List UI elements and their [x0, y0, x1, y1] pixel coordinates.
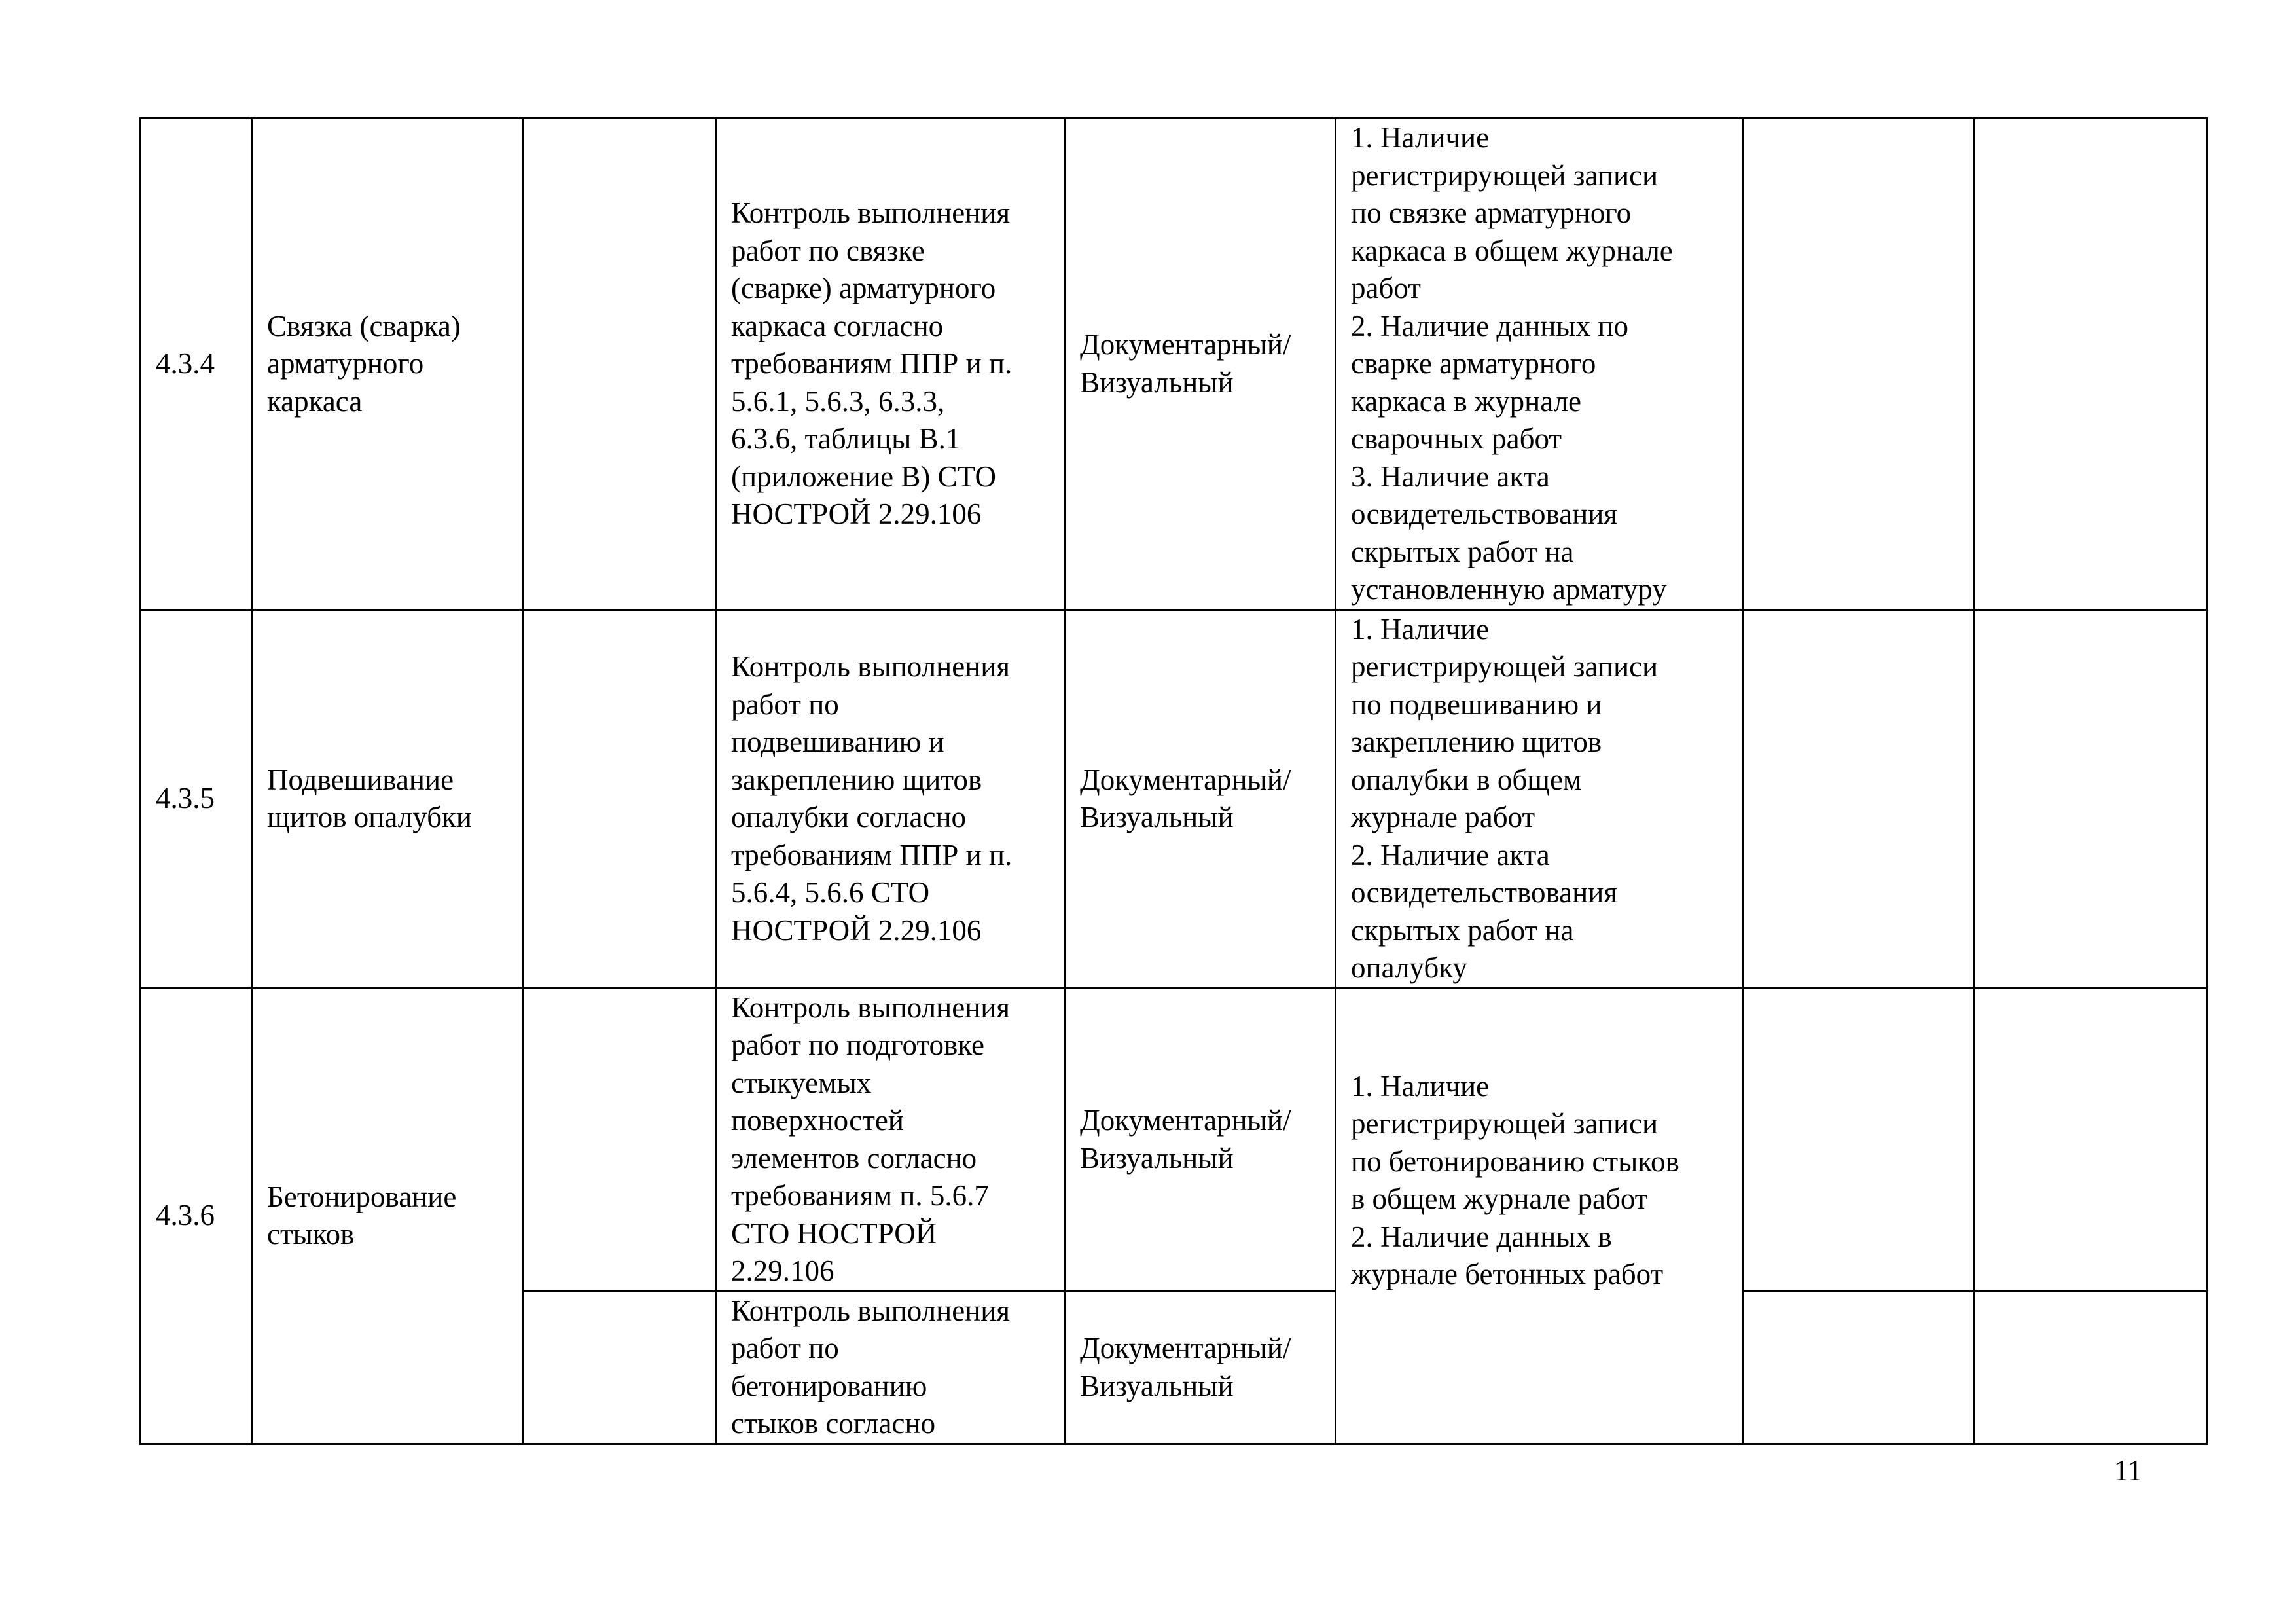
empty-cell [1975, 1291, 2207, 1444]
control-method: Документарный/ Визуальный [1065, 1291, 1336, 1444]
work-stage: Связка (сварка) арматурного каркаса [252, 119, 523, 610]
control-description: Контроль выполнения работ по подготовке стыкуемых поверхностей элементов согласно требованиям п. 5.6.7 СТО НОСТРОЙ 2.29.106 [716, 988, 1065, 1291]
empty-cell [1975, 988, 2207, 1291]
acceptance-criteria: 1. Наличие регистрирующей записи по подвешиванию и закреплению щитов опалубки в общем журнале работ 2. Наличие акта освидетельствования скрытых работ на опалубку [1336, 610, 1743, 988]
control-method: Документарный/ Визуальный [1065, 610, 1336, 988]
work-stage: Бетонирование стыков [252, 988, 523, 1444]
acceptance-criteria: 1. Наличие регистрирующей записи по связке арматурного каркаса в общем журнале работ 2. Наличие данных по сварке арматурного каркаса в журнале сварочных работ 3. Наличие акта освидетельствования скрытых работ на установленную арматуру [1336, 119, 1743, 610]
row-number: 4.3.5 [141, 610, 252, 988]
control-description: Контроль выполнения работ по связке (сварке) арматурного каркаса согласно требованиям ППР и п. 5.6.1, 5.6.3, 6.3.3, 6.3.6, таблицы В.1 (приложение В) СТО НОСТРОЙ 2.29.106 [716, 119, 1065, 610]
empty-cell [523, 1291, 716, 1444]
acceptance-criteria: 1. Наличие регистрирующей записи по бетонированию стыков в общем журнале работ 2. Наличие данных в журнале бетонных работ [1336, 988, 1743, 1444]
empty-cell [1743, 1291, 1975, 1444]
control-method: Документарный/ Визуальный [1065, 988, 1336, 1291]
inspection-table [139, 117, 2208, 1445]
empty-cell [1743, 610, 1975, 988]
empty-cell [1975, 119, 2207, 610]
empty-cell [1743, 988, 1975, 1291]
work-stage: Подвешивание щитов опалубки [252, 610, 523, 988]
empty-cell [1743, 119, 1975, 610]
control-method: Документарный/ Визуальный [1065, 119, 1336, 610]
table-row [141, 119, 2207, 610]
table-row [141, 610, 2207, 988]
control-description: Контроль выполнения работ по подвешиванию и закреплению щитов опалубки согласно требованиям ППР и п. 5.6.4, 5.6.6 СТО НОСТРОЙ 2.29.106 [716, 610, 1065, 988]
row-number: 4.3.6 [141, 988, 252, 1444]
empty-cell [523, 119, 716, 610]
table-row [141, 988, 2207, 1291]
row-number: 4.3.4 [141, 119, 252, 610]
empty-cell [523, 988, 716, 1291]
control-description: Контроль выполнения работ по бетонированию стыков согласно [716, 1291, 1065, 1444]
page-number: 11 [2113, 1454, 2142, 1487]
empty-cell [523, 610, 716, 988]
empty-cell [1975, 610, 2207, 988]
